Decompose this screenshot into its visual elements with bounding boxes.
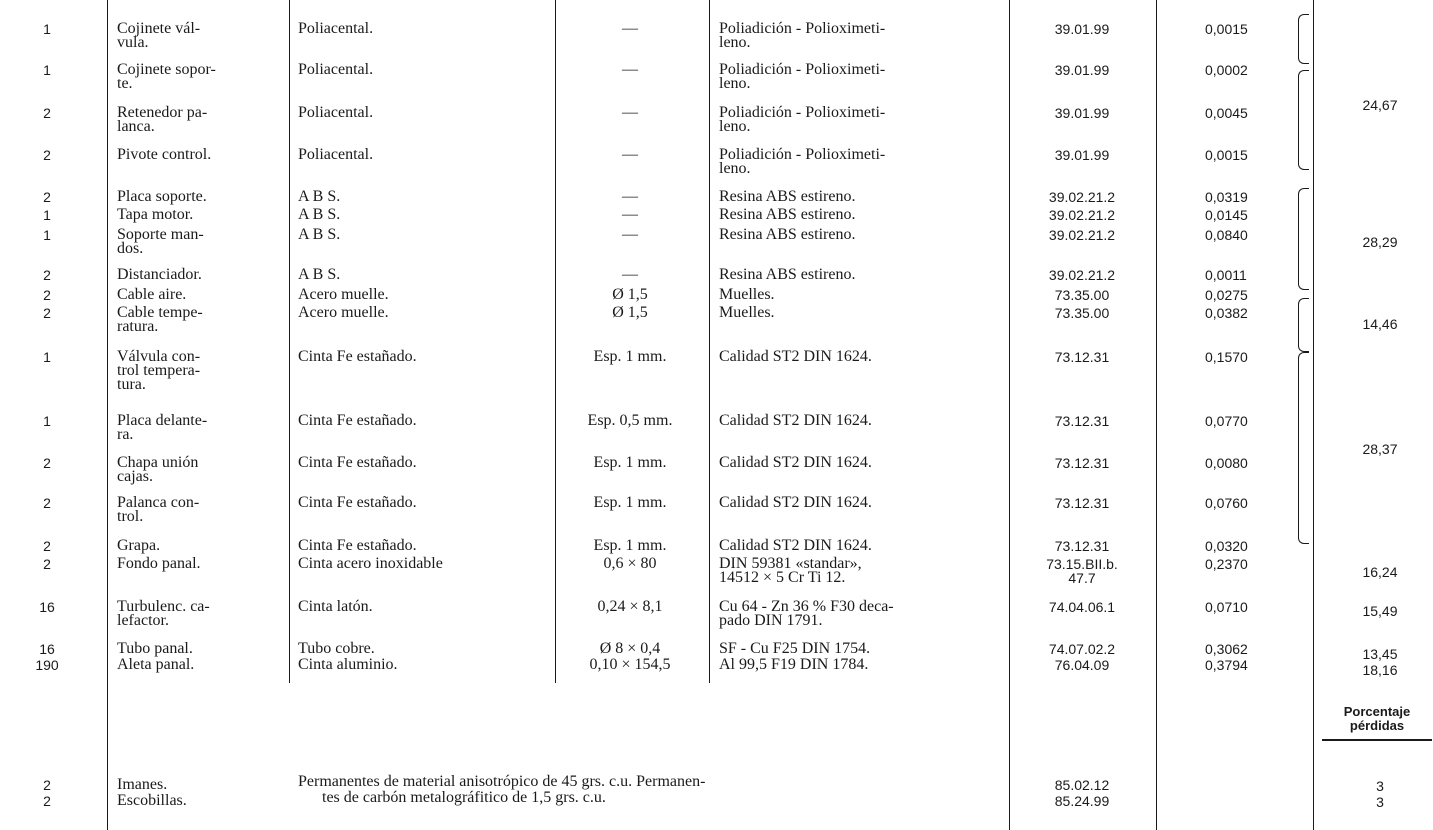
dimension-cell: 0,10 × 154,5 xyxy=(589,656,671,673)
weight-cell: 0,0275 xyxy=(1205,287,1248,303)
spec-cell: Calidad ST2 DIN 1624. xyxy=(719,348,872,365)
code-cell: 73.12.31 xyxy=(1054,413,1110,429)
dimension-cell: Ø 8 × 0,4 xyxy=(599,640,661,657)
qty-cell: 16 xyxy=(39,599,55,615)
code-cell: 39.02.21.2 xyxy=(1048,267,1116,283)
dimension-cell: — xyxy=(622,188,638,205)
material-cell: Cinta Fe estañado. xyxy=(298,494,417,511)
qty-cell: 1 xyxy=(43,207,51,223)
material-cell: A B S. xyxy=(298,226,341,243)
code-cell: 39.01.99 xyxy=(1054,147,1110,163)
material-cell: Poliacental. xyxy=(298,20,374,37)
weight-cell: 0,1570 xyxy=(1205,349,1248,365)
dimension-cell: — xyxy=(622,206,638,223)
spec-cell: Calidad ST2 DIN 1624. xyxy=(719,537,872,554)
dimension-cell: — xyxy=(622,146,638,163)
qty-cell: 1 xyxy=(43,413,51,429)
material-cell: Cinta aluminio. xyxy=(298,656,398,673)
name-cell: Retenedor pa- lanca. xyxy=(117,104,208,135)
weight-cell: 0,0770 xyxy=(1205,413,1248,429)
dimension-cell: — xyxy=(622,266,638,283)
material-cell: A B S. xyxy=(298,206,341,223)
code-cell: 74.07.02.2 xyxy=(1048,641,1116,657)
material-cell: Tubo cobre. xyxy=(298,640,375,657)
spec-cell: Resina ABS estireno. xyxy=(719,206,856,223)
material-cell: Acero muelle. xyxy=(298,304,389,321)
percent-cell: 28,37 xyxy=(1362,441,1398,457)
code-cell: 39.01.99 xyxy=(1054,62,1110,78)
code-cell: 74.04.06.1 xyxy=(1048,599,1116,615)
code-cell: 39.02.21.2 xyxy=(1048,207,1116,223)
spec-cell: Calidad ST2 DIN 1624. xyxy=(719,412,872,429)
percent-cell: 24,67 xyxy=(1362,97,1398,113)
spec-cell: Poliadición - Polioximeti- leno. xyxy=(719,61,886,92)
weight-cell: 0,3794 xyxy=(1205,657,1248,673)
code-cell: 73.12.31 xyxy=(1054,349,1110,365)
name-cell: Imanes. xyxy=(117,776,168,793)
qty-cell: 2 xyxy=(43,267,51,283)
code-cell: 73.12.31 xyxy=(1054,455,1110,471)
weight-cell: 0,0045 xyxy=(1205,105,1248,121)
name-cell: Cojinete vál- vula. xyxy=(117,20,201,51)
spec-cell: Poliadición - Polioximeti- leno. xyxy=(719,104,886,135)
name-cell: Pivote control. xyxy=(117,146,212,163)
code-cell: 39.02.21.2 xyxy=(1048,227,1116,243)
weight-cell: 0,0145 xyxy=(1205,207,1248,223)
code-cell: 39.01.99 xyxy=(1054,105,1110,121)
spec-cell: Poliadición - Polioximeti- leno. xyxy=(719,20,886,51)
column-rule xyxy=(107,0,108,830)
percent-cell: 15,49 xyxy=(1362,603,1398,619)
weight-cell: 0,0382 xyxy=(1205,305,1248,321)
qty-cell: 2 xyxy=(43,189,51,205)
name-cell: Chapa unión cajas. xyxy=(117,454,199,485)
spec-cell: Muelles. xyxy=(719,286,775,303)
percent-cell: 3 xyxy=(1376,778,1384,794)
code-cell: 73.15.BII.b. 47.7 xyxy=(1046,556,1118,586)
spec-cell: Al 99,5 F19 DIN 1784. xyxy=(719,656,869,673)
material-cell: Acero muelle. xyxy=(298,286,389,303)
qty-cell: 1 xyxy=(43,21,51,37)
qty-cell: 2 xyxy=(43,287,51,303)
qty-cell: 1 xyxy=(43,62,51,78)
percent-cell: 13,45 xyxy=(1362,646,1398,662)
material-cell: A B S. xyxy=(298,266,341,283)
name-cell: Válvula con- trol tempera- tura. xyxy=(117,348,201,393)
code-cell: 39.01.99 xyxy=(1054,21,1110,37)
dimension-cell: Ø 1,5 xyxy=(612,304,648,321)
weight-cell: 0,3062 xyxy=(1205,641,1248,657)
name-cell: Turbulenc. ca- lefactor. xyxy=(117,598,210,629)
percent-cell: 28,29 xyxy=(1362,234,1398,250)
material-cell: A B S. xyxy=(298,188,341,205)
percent-cell: 3 xyxy=(1376,794,1384,810)
code-cell: 73.35.00 xyxy=(1054,287,1110,303)
weight-cell: 0,0080 xyxy=(1205,455,1248,471)
code-cell: 85.24.99 xyxy=(1054,793,1110,809)
code-cell: 39.02.21.2 xyxy=(1048,189,1116,205)
qty-cell: 2 xyxy=(43,556,51,572)
dimension-cell: Esp. 1 mm. xyxy=(593,454,667,471)
material-cell: Cinta Fe estañado. xyxy=(298,348,417,365)
material-cell: Poliacental. xyxy=(298,104,374,121)
material-cell: Cinta Fe estañado. xyxy=(298,412,417,429)
percent-cell: 18,16 xyxy=(1362,662,1398,678)
qty-cell: 1 xyxy=(43,227,51,243)
weight-cell: 0,0710 xyxy=(1205,599,1248,615)
name-cell: Cable aire. xyxy=(117,286,187,303)
name-cell: Placa delante- ra. xyxy=(117,412,208,443)
qty-cell: 2 xyxy=(43,105,51,121)
qty-cell: 2 xyxy=(43,455,51,471)
weight-cell: 0,2370 xyxy=(1205,556,1248,572)
name-cell: Tapa motor. xyxy=(117,206,194,223)
code-cell: 76.04.09 xyxy=(1054,657,1110,673)
column-rule xyxy=(555,0,556,683)
spec-cell: Poliadición - Polioximeti- leno. xyxy=(719,146,886,177)
dimension-cell: Esp. 1 mm. xyxy=(593,348,667,365)
dimension-cell: Esp. 1 mm. xyxy=(593,537,667,554)
percent-cell: 16,24 xyxy=(1362,564,1398,580)
code-cell: 73.12.31 xyxy=(1054,538,1110,554)
dimension-cell: Esp. 1 mm. xyxy=(593,494,667,511)
qty-cell: 2 xyxy=(43,793,51,809)
material-cell: Cinta acero inoxidable xyxy=(298,555,443,572)
spec-cell: DIN 59381 «standar», 14512 × 5 Cr Ti 12. xyxy=(719,555,862,586)
dimension-cell: — xyxy=(622,20,638,37)
qty-cell: 16 xyxy=(39,641,55,657)
name-cell: Distanciador. xyxy=(117,266,202,283)
spec-cell: Calidad ST2 DIN 1624. xyxy=(719,494,872,511)
name-cell: Fondo panal. xyxy=(117,555,201,572)
name-cell: Placa soporte. xyxy=(117,188,207,205)
percent-label: Porcentaje pérdidas xyxy=(1322,705,1432,741)
material-cell: Cinta latón. xyxy=(298,598,373,615)
magnets-description: Permanentes de material anisotrópico de 45 grs. c.u. Permanen- tes de carbón metalográfitico de 1,5 grs. c.u. xyxy=(298,773,706,806)
dimension-cell: — xyxy=(622,226,638,243)
dimension-cell: Esp. 0,5 mm. xyxy=(587,412,673,429)
material-cell: Poliacental. xyxy=(298,61,374,78)
code-cell: 73.35.00 xyxy=(1054,305,1110,321)
weight-cell: 0,0011 xyxy=(1205,267,1247,283)
name-cell: Grapa. xyxy=(117,537,161,554)
qty-cell: 2 xyxy=(43,305,51,321)
weight-cell: 0,0319 xyxy=(1205,189,1248,205)
spec-cell: Resina ABS estireno. xyxy=(719,226,856,243)
name-cell: Palanca con- trol. xyxy=(117,494,200,525)
weight-cell: 0,0015 xyxy=(1205,147,1248,163)
spec-cell: Cu 64 - Zn 36 % F30 deca- pado DIN 1791. xyxy=(719,598,894,629)
name-cell: Cojinete sopor- te. xyxy=(117,61,216,92)
dimension-cell: 0,6 × 80 xyxy=(603,555,657,572)
weight-cell: 0,0760 xyxy=(1205,495,1248,511)
name-cell: Soporte man- dos. xyxy=(117,226,204,257)
qty-cell: 2 xyxy=(43,538,51,554)
spec-cell: Calidad ST2 DIN 1624. xyxy=(719,454,872,471)
qty-cell: 2 xyxy=(43,147,51,163)
weight-cell: 0,0015 xyxy=(1205,21,1248,37)
group-brace xyxy=(1298,352,1309,544)
spec-cell: Resina ABS estireno. xyxy=(719,188,856,205)
material-cell: Cinta Fe estañado. xyxy=(298,454,417,471)
material-cell: Cinta Fe estañado. xyxy=(298,537,417,554)
qty-cell: 2 xyxy=(43,777,51,793)
name-cell: Aleta panal. xyxy=(117,656,195,673)
column-rule xyxy=(709,0,710,683)
dimension-cell: Ø 1,5 xyxy=(612,286,648,303)
code-cell: 85.02.12 xyxy=(1054,777,1110,793)
dimension-cell: — xyxy=(622,104,638,121)
qty-cell: 190 xyxy=(35,657,59,673)
name-cell: Escobillas. xyxy=(117,792,187,809)
column-rule xyxy=(1156,0,1157,830)
spec-cell: Resina ABS estireno. xyxy=(719,266,856,283)
code-cell: 73.12.31 xyxy=(1054,495,1110,511)
qty-cell: 2 xyxy=(43,495,51,511)
weight-cell: 0,0840 xyxy=(1205,227,1248,243)
qty-cell: 1 xyxy=(43,349,51,365)
percent-cell: 14,46 xyxy=(1362,316,1398,332)
dimension-cell: 0,24 × 8,1 xyxy=(597,598,663,615)
column-rule xyxy=(1009,0,1010,830)
spec-cell: Muelles. xyxy=(719,304,775,321)
dimension-cell: — xyxy=(622,61,638,78)
material-cell: Poliacental. xyxy=(298,146,374,163)
weight-cell: 0,0320 xyxy=(1205,538,1248,554)
name-cell: Cable tempe- ratura. xyxy=(117,304,203,335)
name-cell: Tubo panal. xyxy=(117,640,193,657)
spec-cell: SF - Cu F25 DIN 1754. xyxy=(719,640,871,657)
weight-cell: 0,0002 xyxy=(1205,62,1248,78)
column-rule xyxy=(289,0,290,683)
